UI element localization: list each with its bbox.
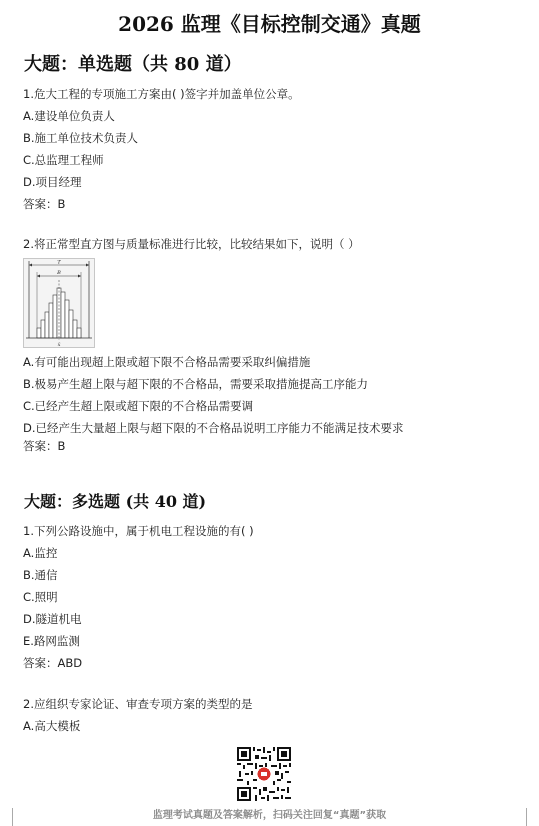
histogram-label-b: B [57, 270, 61, 276]
histogram-label-t: T [57, 259, 61, 266]
question-2-option-a: A.有可能出现超上限或超下限不合格品需要采取纠偏措施 [23, 355, 311, 369]
question-1-answer: 答案：B [23, 197, 66, 211]
mc-question-1-option-a: A.监控 [23, 546, 58, 560]
histogram-figure [23, 258, 95, 348]
mc-question-1-option-c: C.照明 [23, 590, 58, 604]
section-heading-multiple-choice: 大题：多选题 (共 40 道) [24, 492, 207, 511]
mc-question-1-answer: 答案：ABD [23, 656, 83, 670]
question-2-answer: 答案：B [23, 439, 66, 453]
question-1-stem: 1.危大工程的专项施工方案由( )签字并加盖单位公章。 [23, 87, 300, 101]
mc-question-1-option-e: E.路网监测 [23, 634, 80, 648]
qr-code-icon[interactable] [237, 747, 291, 801]
section-heading-single-choice: 大题：单选题（共 80 道） [24, 54, 242, 75]
question-2-option-b: B.极易产生超上限与超下限的不合格品，需要采取措施提高工序能力 [23, 377, 369, 391]
footer-note: 监理考试真题及答案解析，扫码关注回复“真题”获取 [152, 810, 387, 821]
question-1-option-c: C.总监理工程师 [23, 153, 104, 167]
mc-question-1-option-b: B.通信 [23, 568, 58, 582]
mc-question-1-option-d: D.隧道机电 [23, 612, 82, 626]
mc-question-1-stem: 1.下列公路设施中，属于机电工程设施的有( ) [23, 524, 254, 538]
question-2-option-d: D.已经产生大量超上限与超下限的不合格品说明工序能力不能满足技术要求 [23, 421, 404, 435]
page-corner-left [6, 808, 13, 826]
question-2-stem: 2.将正常型直方图与质量标准进行比较，比较结果如下，说明（ ） [23, 237, 360, 251]
mc-question-2-option-a: A.高大模板 [23, 719, 81, 733]
histogram-label-x: x̄ [57, 342, 61, 348]
question-2-option-c: C.已经产生超上限或超下限的不合格品需要调 [23, 399, 254, 413]
question-1-option-d: D.项目经理 [23, 175, 82, 189]
mc-question-2-stem: 2.应组织专家论证、审查专项方案的类型的是 [23, 697, 253, 711]
page-corner-right [526, 808, 533, 826]
document-title: 2026 监理《目标控制交通》真题 [118, 12, 421, 36]
question-1-option-a: A.建设单位负责人 [23, 109, 115, 123]
question-1-option-b: B.施工单位技术负责人 [23, 131, 139, 145]
